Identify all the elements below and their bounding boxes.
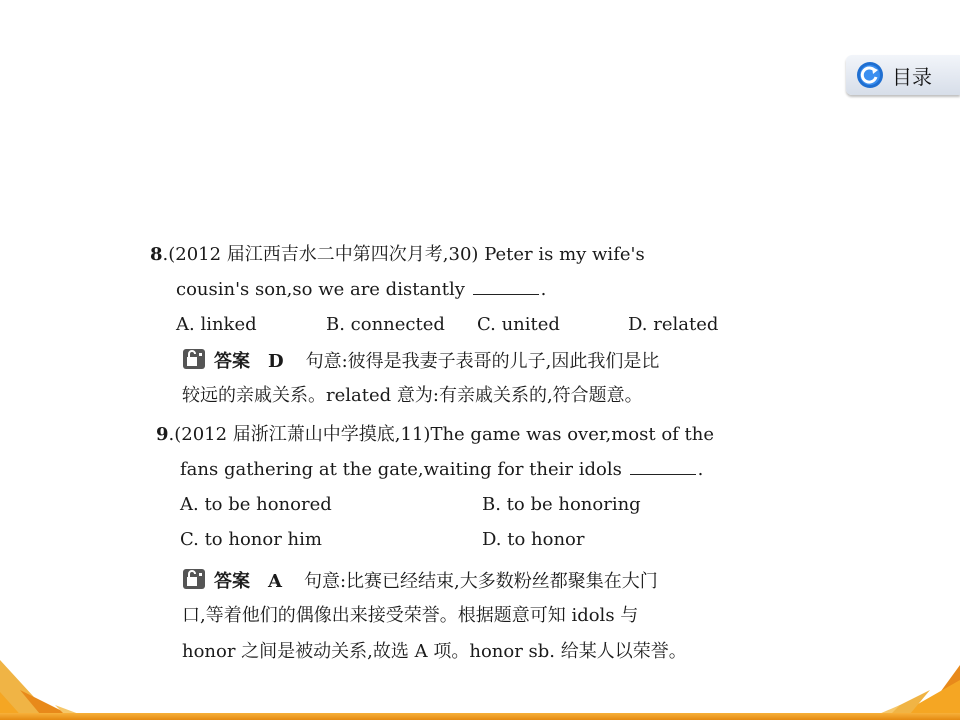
- q8-line1: [150, 243, 645, 267]
- q9-option-b: B. to be honoring: [482, 494, 641, 515]
- q9-source: .(2012 届浙江萧山中学摸底,11): [168, 424, 431, 445]
- corner-decoration-left: [0, 660, 110, 720]
- unlock-icon: [182, 348, 206, 370]
- q8-option-d: D. related: [628, 314, 719, 335]
- q8-answer-line1: [182, 348, 659, 374]
- q9-line1: [156, 423, 714, 447]
- q9-line1-text: The game was over,most of the: [430, 424, 715, 445]
- q8-blank: [473, 278, 539, 295]
- q8-answer-letter: D: [268, 351, 284, 372]
- q8-source: .(2012 届江西吉水二中第四次月考,30): [162, 244, 479, 265]
- q9-line2-end: .: [697, 459, 704, 480]
- q8-explanation-1: 句意:彼得是我妻子表哥的儿子,因此我们是比: [305, 351, 660, 372]
- q8-number: 8: [150, 244, 163, 265]
- q9-option-c: C. to honor him: [180, 529, 322, 550]
- q9-line2-text: fans gathering at the gate,waiting for their idols: [180, 459, 622, 480]
- q9-line2: [180, 458, 703, 482]
- unlock-icon: [182, 568, 206, 590]
- q8-answer-label: 答案: [214, 351, 250, 372]
- toc-label: 目录: [892, 64, 932, 89]
- q9-answer-label: 答案: [214, 571, 250, 592]
- bottom-bar: [0, 713, 960, 720]
- q8-line2: [176, 278, 546, 302]
- corner-decoration-right: [860, 665, 960, 720]
- q8-option-a: A. linked: [176, 314, 257, 335]
- q9-explanation-1: 句意:比赛已经结束,大多数粉丝都聚集在大门: [303, 571, 658, 592]
- q8-option-c: C. united: [477, 314, 560, 335]
- q9-option-d: D. to honor: [482, 529, 585, 550]
- q8-line1-text: Peter is my wife's: [484, 244, 645, 265]
- q9-answer-line1: [182, 568, 658, 594]
- q9-explanation-3: honor 之间是被动关系,故选 A 项。honor sb. 给某人以荣誉。: [182, 641, 687, 662]
- q8-line2-end: .: [540, 279, 547, 300]
- q9-answer-letter: A: [268, 571, 282, 592]
- q9-number: 9: [156, 424, 169, 445]
- q8-option-b: B. connected: [326, 314, 445, 335]
- q8-explanation-2: 较远的亲戚关系。related 意为:有亲戚关系的,符合题意。: [182, 385, 643, 406]
- q9-blank: [630, 458, 696, 475]
- q9-option-a: A. to be honored: [180, 494, 332, 515]
- q9-explanation-2: 口,等着他们的偶像出来接受荣誉。根据题意可知 idols 与: [182, 605, 639, 626]
- q8-line2-text: cousin's son,so we are distantly: [176, 279, 465, 300]
